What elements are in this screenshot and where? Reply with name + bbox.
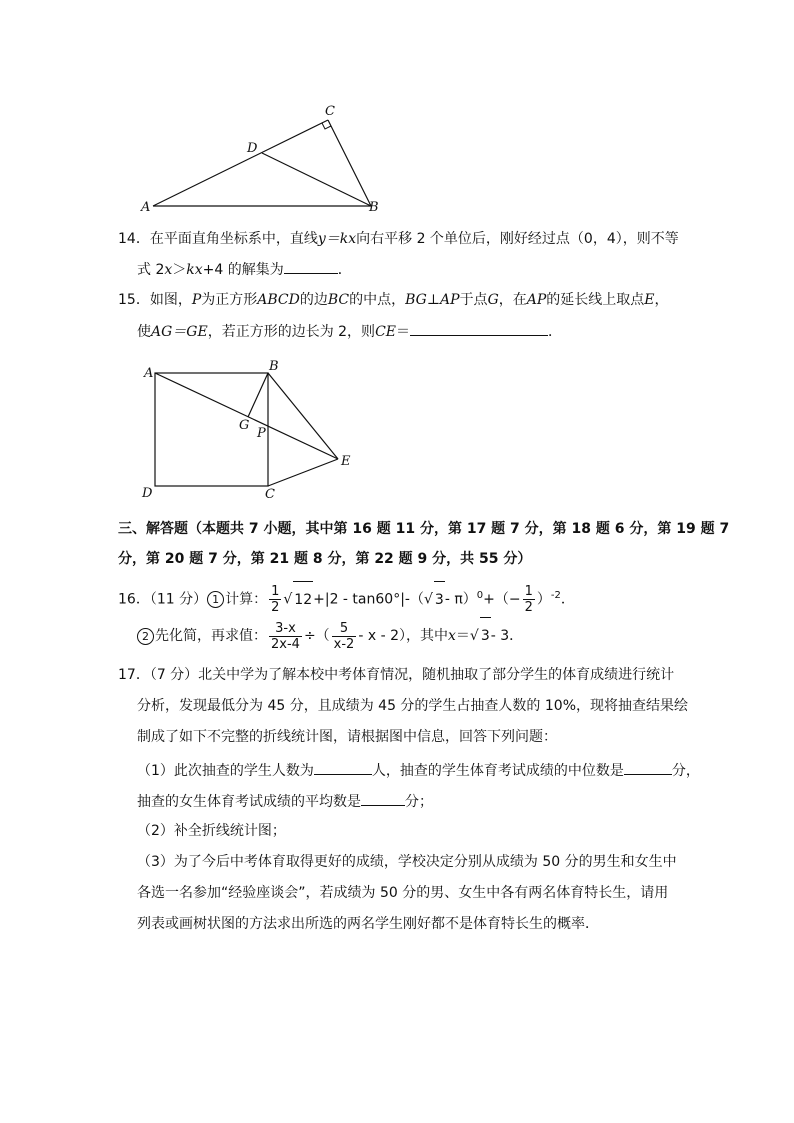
q14-line1 [118,230,679,248]
q15-text-j: ，若正方形的边长为 2，则 [207,324,376,340]
fraction-3 [269,621,302,652]
square-figure [138,355,363,505]
circled-2: 2 [137,628,154,645]
q15-abcd: ABCD [257,292,300,308]
q16-number: 16．（11 分） [118,591,208,608]
label-c2: C [265,487,275,502]
q15-text-e: 于点 [459,292,488,308]
q16-line1 [118,578,575,618]
segment-cb [328,120,371,206]
fraction-4 [332,621,357,652]
q14-equation: y＝kx [317,231,357,247]
q14-gt: ＞ [172,262,187,278]
label-d2: D [142,486,153,501]
q16-expr-c: - π） [444,591,477,608]
q14-line2 [137,259,352,279]
q14-text-b: 向右平移 2 个单位后，刚好经过点（0，4），则不等 [356,231,679,247]
frac1-num: 1 [271,584,280,600]
q17-line1 [118,666,674,684]
circled-1: 1 [207,591,224,608]
q15-end: ． [548,324,562,340]
q16-line2 [137,617,523,657]
frac3-den: 2x-4 [271,636,300,652]
q17-median-blank[interactable] [624,760,672,775]
q17-sub1-line1 [137,760,700,780]
sqrt-sign-3: √ [469,628,479,644]
q15-e: E [644,292,655,308]
q14-text-d: +4 的解集为 [202,262,284,278]
q14-kx: kx [186,262,203,278]
q15-text-f: ，在 [498,292,527,308]
q15-text-b: 为正方形 [201,292,258,308]
segment-ac [153,120,328,206]
q15-g: G [487,292,499,308]
q15-text-a: 如图， [149,292,192,308]
square-abcd [155,373,268,486]
q17-sub2: （2）补全折线统计图； [137,823,286,839]
section3-line1: 三、解答题（本题共 7 小题，其中第 16 题 11 分，第 17 题 7 分，第 18 题 6 分，第 19 题 7 [118,521,730,537]
q17-line2: 分析，发现最低分为 45 分，且成绩为 45 分的学生占抽查人数的 10%，现将抽查结果绘 [137,698,688,714]
frac1-den: 2 [271,600,280,616]
q15-number: 15． [118,292,150,308]
q14-number: 14． [118,231,150,247]
q14-answer-blank[interactable] [284,259,338,274]
q15-answer-blank[interactable] [410,321,548,336]
label-g: G [239,418,250,433]
q15-p: P [191,292,202,308]
exponent-neg2: -2 [550,590,561,601]
q16-compute-label: 计算： [225,591,268,608]
q17-sub1-line2 [137,791,433,811]
exponent-0: 0 [476,590,484,601]
frac4-num: 5 [332,621,357,637]
q15-text-k: ＝ [396,324,410,340]
fraction-half-1 [269,584,281,615]
q16-expr-end: ． [560,591,575,608]
segment-be [268,373,338,459]
q16-x: x [447,628,456,644]
label-c: C [325,104,335,119]
sqrt-12: 12 [293,581,313,618]
sqrt-3: 3 [434,581,445,618]
q17-line3: 制成了如下不完整的折线统计图，请根据图中信息，回答下列问题： [137,729,557,745]
fraction-half-2 [523,584,535,615]
frac3-num: 3-x [269,621,302,637]
q17-sub3-line1: （3）为了今后中考体育取得更好的成绩，学校决定分别从成绩为 50 分的男生和女生中 [137,854,677,870]
q15-line2 [137,321,562,341]
segment-bg [248,373,268,417]
q16-div: ÷（ [303,628,330,644]
label-e: E [341,454,351,469]
q14-x: x [164,262,173,278]
label-p: P [257,426,266,441]
q17-sub3-line3: 列表或画树状图的方法求出所选的两名学生刚好都不是体育特长生的概率． [137,916,599,932]
label-b: B [369,200,379,215]
q15-ag-ge: AG＝GE [151,324,208,340]
sqrt-sign-1: √ [283,591,293,608]
q17-text-1: （7 分）北关中学为了解本校中考体育情况，随机抽取了部分学生的体育成绩进行统计 [149,667,675,683]
triangle-figure [138,98,388,218]
q17-sub3-line2: 各选一名参加“经验座谈会”，若成绩为 50 分的男、女生中各有两名体育特长生，请用 [137,885,669,901]
sqrt-3b: 3 [480,617,491,654]
segment-ce [268,459,338,486]
label-a2: A [144,366,154,381]
label-a: A [141,200,151,215]
q15-text-g: 的延长线上取点 [546,292,645,308]
q17-number: 17． [118,667,150,683]
q16-eq: ＝ [455,628,470,644]
section3-line2: 分，第 20 题 7 分，第 21 题 8 分，第 22 题 9 分，共 55 分） [118,551,532,567]
q16-expr-2d: - 3． [490,628,524,644]
q14-end: ． [337,262,352,278]
frac2-num: 1 [524,584,533,600]
label-b2: B [269,359,279,374]
q17-s1b: 人，抽查的学生体育考试成绩的中位数是 [371,763,624,779]
label-d: D [247,141,258,156]
q15-bg-ap: BG⊥AP [405,292,460,308]
q15-bc: BC [327,292,350,308]
q16-simplify-label: 先化简，再求值： [155,628,267,644]
segment-db [262,153,371,206]
q17-s1c: 分， [671,763,700,779]
q16-expr-2b: - x - 2），其中 [358,628,448,644]
segment-ae [155,373,338,459]
q17-s1d: 抽查的女生体育考试成绩的平均数是 [137,794,361,810]
q15-text-i: 使 [137,324,151,340]
frac2-den: 2 [524,600,533,616]
q17-s1a: （1）此次抽查的学生人数为 [137,763,314,779]
q15-ap: AP [526,292,547,308]
q15-ce: CE [375,324,396,340]
q17-s1e: 分； [405,794,433,810]
q15-text-d: 的中点， [349,292,406,308]
q15-line1 [118,291,669,309]
q16-expr-d: +（− [483,591,521,608]
sqrt-sign-2: √ [423,591,433,608]
q16-expr-b: +|2 - tan60°|-（ [313,591,424,608]
frac4-den: x-2 [333,636,355,652]
q15-text-h: ， [654,292,669,308]
q16-expr-e: ） [536,591,551,608]
q17-count-blank[interactable] [314,760,372,775]
q15-text-c: 的边 [299,292,328,308]
q14-text-c: 式 2 [137,262,165,278]
q17-mean-blank[interactable] [361,791,405,806]
q14-text-a: 在平面直角坐标系中，直线 [149,231,318,247]
